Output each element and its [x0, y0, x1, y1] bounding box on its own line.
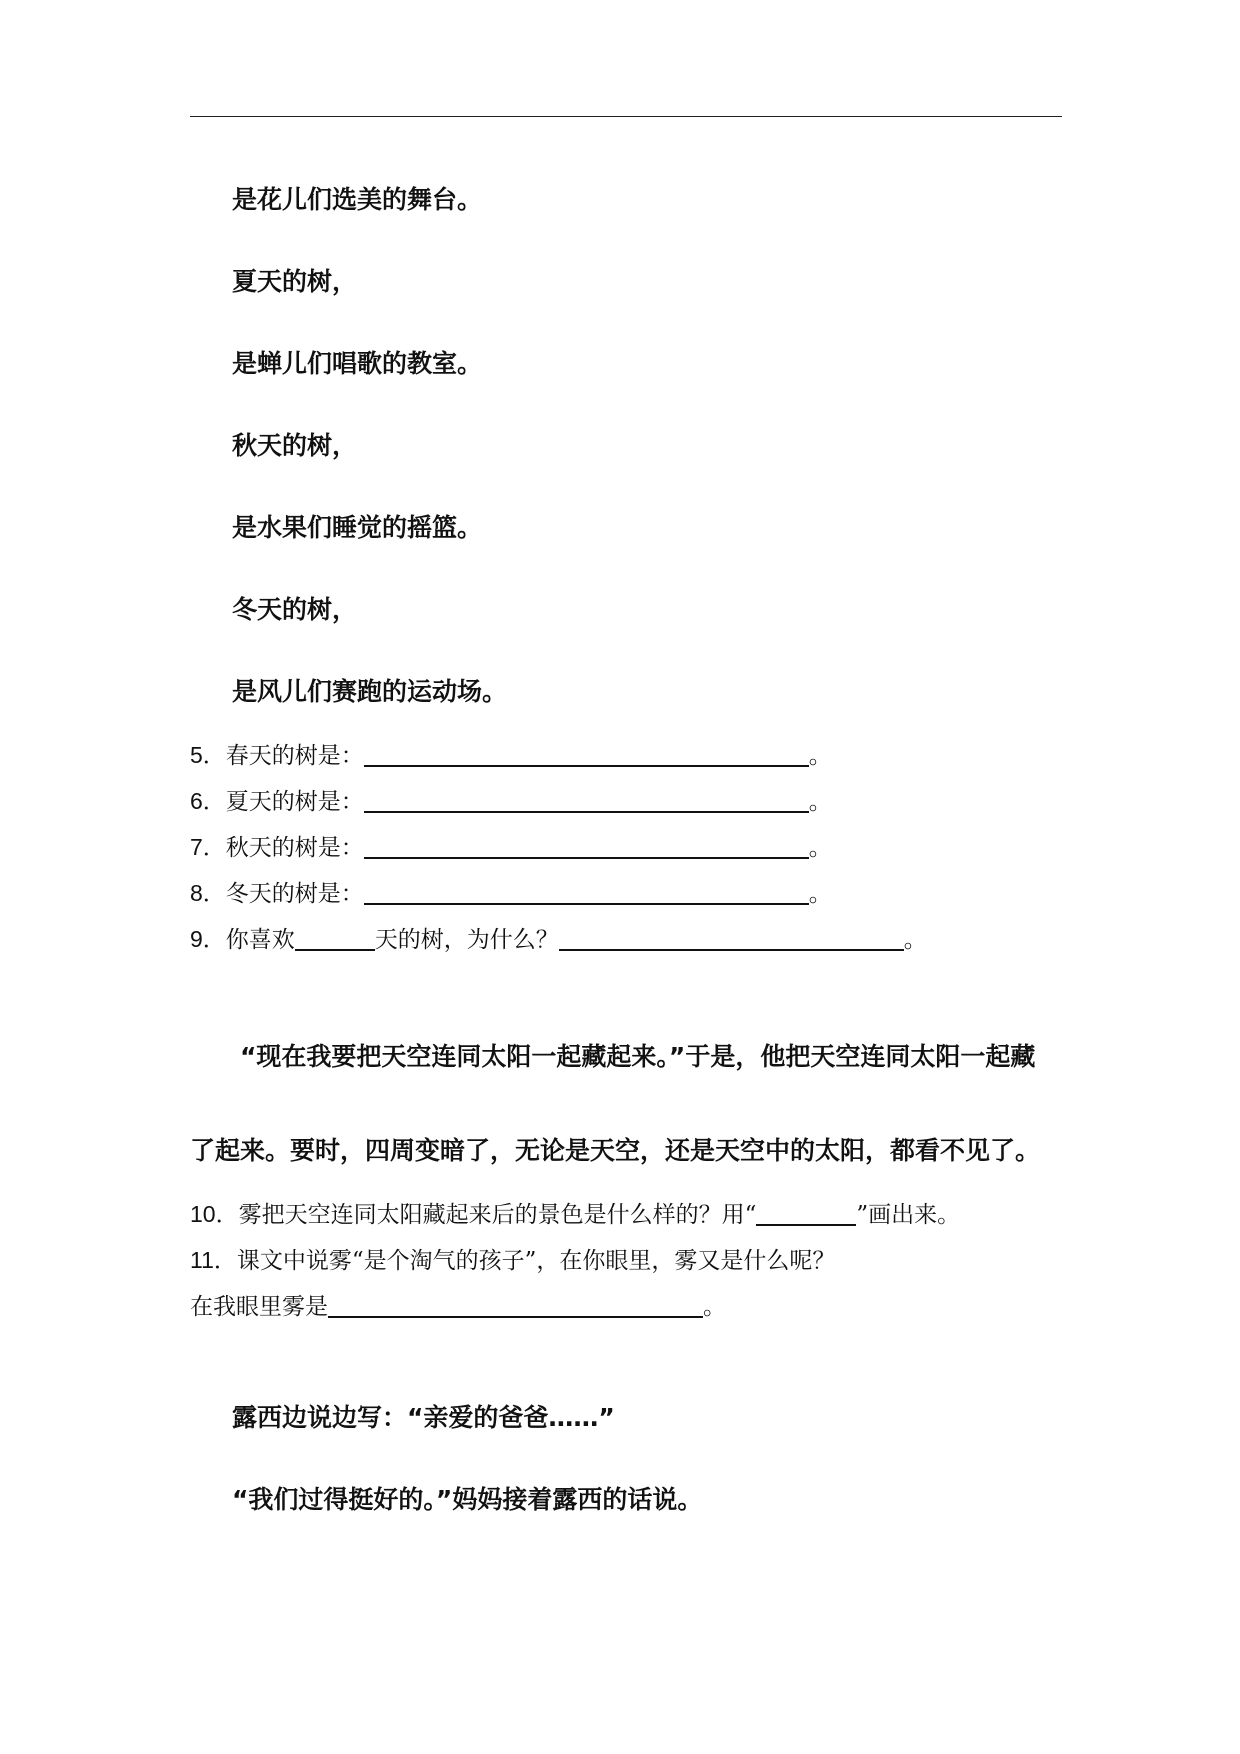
poem-line: 冬天的树， [232, 595, 358, 624]
question-end: 。 [703, 1294, 726, 1320]
question-text: 课文中说雾“是个淘气的孩子”，在你眼里，雾又是什么呢？ [236, 1248, 836, 1274]
question-text: 夏天的树是： [225, 789, 364, 815]
question-text: 雾把天空连同太阳藏起来后的景色是什么样的？用“ [238, 1202, 757, 1228]
season-blank[interactable] [295, 926, 375, 951]
question-text: 你喜欢 [225, 927, 295, 953]
question-number: 6． [190, 788, 226, 814]
question-end: 。 [808, 743, 832, 769]
question-11 [190, 1242, 835, 1275]
question-11-answer [190, 1288, 726, 1321]
question-end: 。 [903, 927, 927, 953]
question-number: 9． [190, 926, 226, 952]
passage-line: “现在我要把天空连同太阳一起藏起来。”于是，他把天空连同太阳一起藏 [240, 1042, 1036, 1071]
question-9 [190, 921, 927, 954]
question-number: 8． [190, 880, 226, 906]
question-number: 7． [190, 834, 226, 860]
answer-blank[interactable] [328, 1293, 703, 1318]
question-text: 天的树，为什么？ [374, 927, 559, 953]
answer-blank[interactable] [559, 926, 904, 951]
question-number: 11． [190, 1247, 237, 1273]
question-7 [190, 829, 832, 862]
passage-line: “我们过得挺好的。”妈妈接着露西的话说。 [232, 1485, 703, 1514]
question-text: 秋天的树是： [225, 835, 364, 861]
poem-line: 秋天的树， [232, 431, 358, 460]
question-end: 。 [808, 881, 832, 907]
question-10 [190, 1196, 960, 1229]
poem-line: 是蝉儿们唱歌的教室。 [232, 349, 483, 378]
question-5 [190, 737, 832, 770]
header-rule [190, 116, 1062, 117]
question-number: 10． [190, 1201, 239, 1227]
answer-prefix: 在我眼里雾是 [190, 1294, 328, 1320]
passage-line: 露西边说边写：“亲爱的爸爸……” [232, 1403, 615, 1432]
question-number: 5． [190, 742, 226, 768]
poem-line: 是水果们睡觉的摇篮。 [232, 513, 483, 542]
poem-line: 是花儿们选美的舞台。 [232, 185, 483, 214]
answer-blank[interactable] [364, 880, 809, 905]
poem-line: 夏天的树， [232, 267, 358, 296]
question-end: 。 [808, 835, 832, 861]
poem-line: 是风儿们赛跑的运动场。 [232, 677, 508, 706]
symbol-blank[interactable] [756, 1201, 856, 1226]
answer-blank[interactable] [364, 834, 809, 859]
passage-line: 了起来。要时，四周变暗了，无论是天空，还是天空中的太阳，都看不见了。 [190, 1136, 1041, 1165]
question-6 [190, 783, 832, 816]
answer-blank[interactable] [364, 788, 809, 813]
question-text: 冬天的树是： [225, 881, 364, 907]
question-end: 。 [808, 789, 832, 815]
question-8 [190, 875, 832, 908]
answer-blank[interactable] [364, 742, 809, 767]
question-text: ”画出来。 [856, 1202, 961, 1228]
question-text: 春天的树是： [225, 743, 364, 769]
